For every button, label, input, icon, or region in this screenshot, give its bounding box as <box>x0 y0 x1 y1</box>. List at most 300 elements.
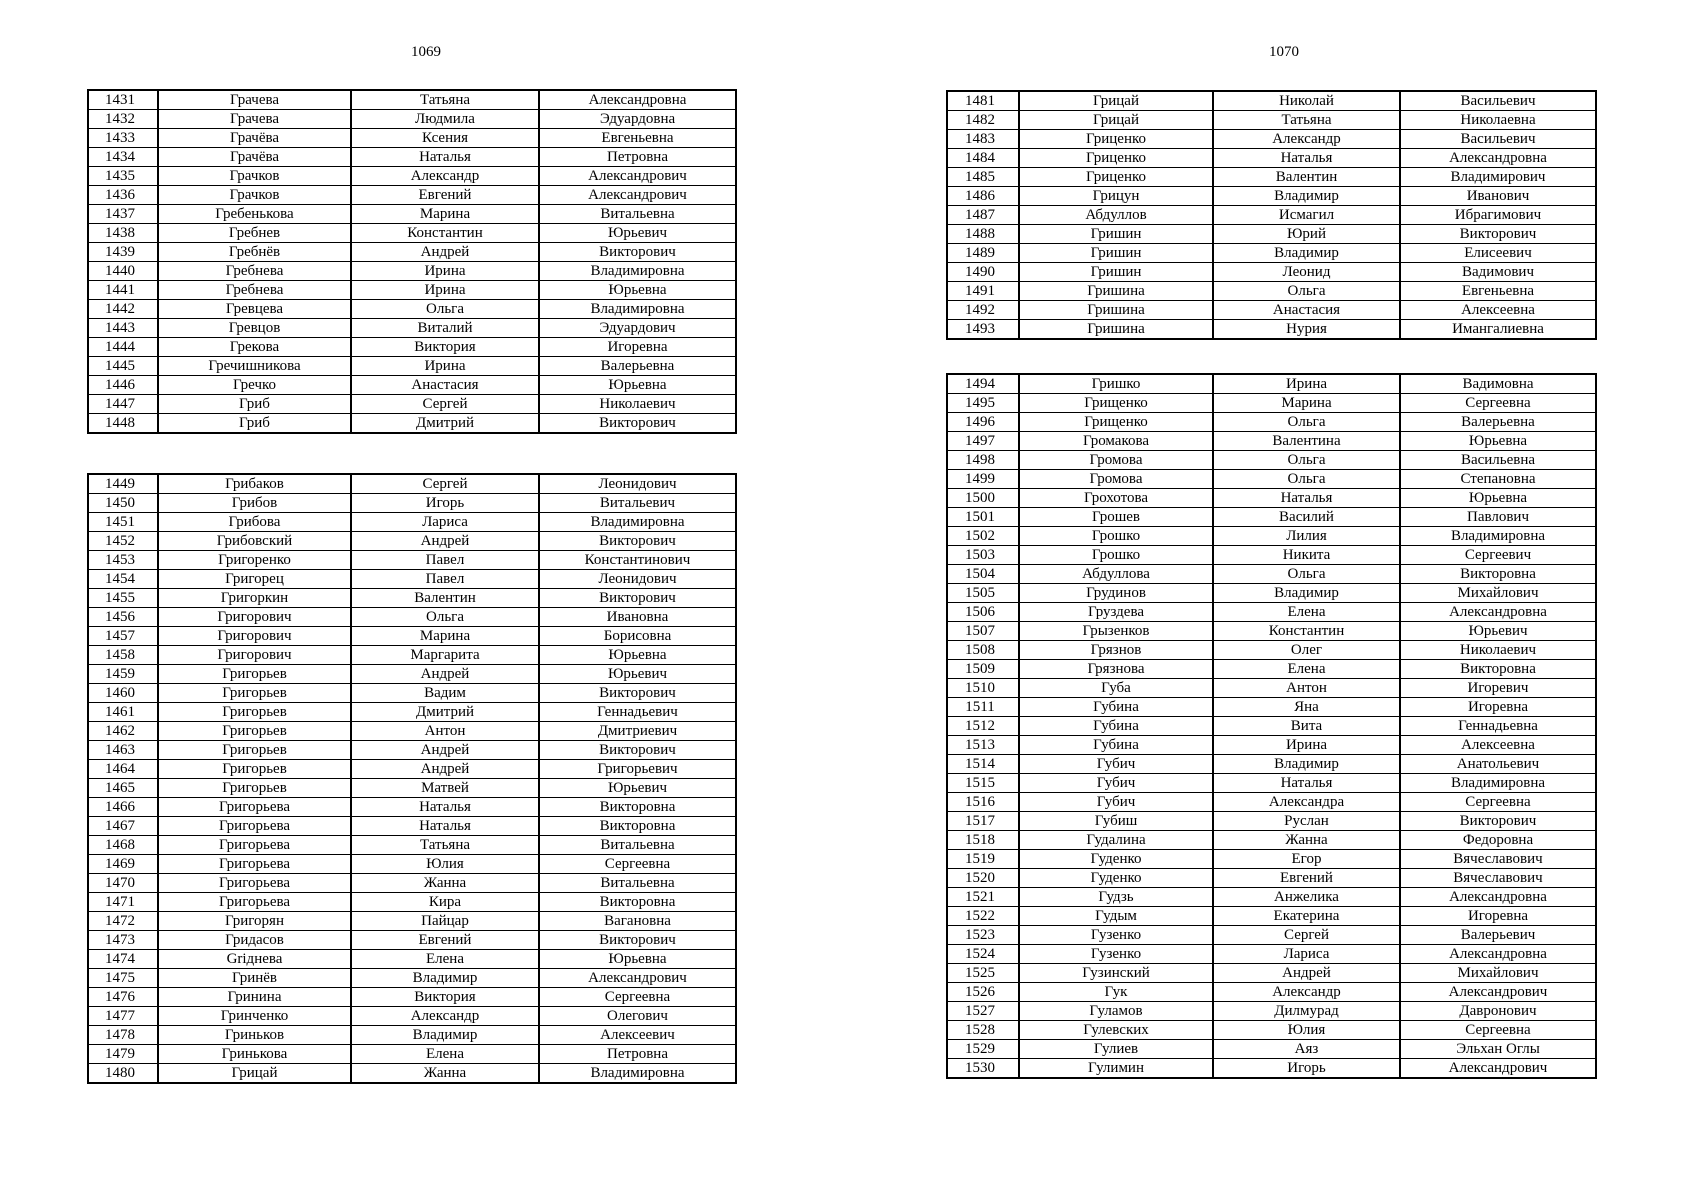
first-name-cell: Игорь <box>1213 1059 1400 1079</box>
first-name-cell: Матвей <box>351 779 539 798</box>
last-name-cell: Грищенко <box>1019 394 1213 413</box>
last-name-cell: Григорьева <box>158 836 351 855</box>
table-row <box>947 774 1596 793</box>
first-name-cell: Андрей <box>351 760 539 779</box>
table-row <box>88 703 736 722</box>
last-name-cell: Грицун <box>1019 187 1213 206</box>
last-name-cell: Гузинский <box>1019 964 1213 983</box>
patronymic-cell: Владимировна <box>1400 527 1596 546</box>
last-name-cell: Григорович <box>158 646 351 665</box>
table-row <box>88 969 736 988</box>
row-number: 1514 <box>947 755 1019 774</box>
first-name-cell: Ксения <box>351 129 539 148</box>
table-row <box>88 931 736 950</box>
row-number: 1480 <box>88 1064 158 1084</box>
row-number: 1463 <box>88 741 158 760</box>
row-number: 1466 <box>88 798 158 817</box>
row-number: 1512 <box>947 717 1019 736</box>
row-number: 1432 <box>88 110 158 129</box>
first-name-cell: Константин <box>1213 622 1400 641</box>
table-row <box>947 622 1596 641</box>
row-number: 1519 <box>947 850 1019 869</box>
first-name-cell: Виктория <box>351 338 539 357</box>
row-number: 1482 <box>947 111 1019 130</box>
last-name-cell: Гулевских <box>1019 1021 1213 1040</box>
patronymic-cell: Александровна <box>1400 603 1596 622</box>
table-row <box>88 551 736 570</box>
table-row <box>947 432 1596 451</box>
patronymic-cell: Владимировна <box>1400 774 1596 793</box>
first-name-cell: Никита <box>1213 546 1400 565</box>
last-name-cell: Грибова <box>158 513 351 532</box>
last-name-cell: Гриценко <box>1019 168 1213 187</box>
last-name-cell: Григорян <box>158 912 351 931</box>
patronymic-cell: Владимировна <box>539 1064 736 1084</box>
table-row <box>947 1002 1596 1021</box>
table-row <box>88 646 736 665</box>
last-name-cell: Грачёва <box>158 129 351 148</box>
row-number: 1520 <box>947 869 1019 888</box>
first-name-cell: Николай <box>1213 91 1400 111</box>
table-row <box>947 111 1596 130</box>
last-name-cell: Абдуллов <box>1019 206 1213 225</box>
row-number: 1505 <box>947 584 1019 603</box>
row-number: 1509 <box>947 660 1019 679</box>
table-row <box>947 831 1596 850</box>
table-row <box>88 589 736 608</box>
table-row <box>947 698 1596 717</box>
first-name-cell: Андрей <box>351 741 539 760</box>
row-number: 1528 <box>947 1021 1019 1040</box>
last-name-cell: Гук <box>1019 983 1213 1002</box>
first-name-cell: Владимир <box>1213 584 1400 603</box>
patronymic-cell: Викторовна <box>539 817 736 836</box>
row-number: 1484 <box>947 149 1019 168</box>
row-number: 1515 <box>947 774 1019 793</box>
first-name-cell: Дмитрий <box>351 414 539 434</box>
row-number: 1442 <box>88 300 158 319</box>
table-row <box>88 988 736 1007</box>
table-row <box>947 983 1596 1002</box>
last-name-cell: Губич <box>1019 755 1213 774</box>
table-row <box>947 470 1596 489</box>
last-name-cell: Громакова <box>1019 432 1213 451</box>
last-name-cell: Гуденко <box>1019 850 1213 869</box>
first-name-cell: Александр <box>351 1007 539 1026</box>
patronymic-cell: Ивановна <box>539 608 736 627</box>
table-row <box>88 319 736 338</box>
row-number: 1449 <box>88 474 158 494</box>
last-name-cell: Гузенко <box>1019 945 1213 964</box>
row-number: 1483 <box>947 130 1019 149</box>
table-row <box>947 527 1596 546</box>
patronymic-cell: Леонидович <box>539 570 736 589</box>
first-name-cell: Юлия <box>1213 1021 1400 1040</box>
patronymic-cell: Константинович <box>539 551 736 570</box>
table-row <box>947 755 1596 774</box>
first-name-cell: Василий <box>1213 508 1400 527</box>
table-row <box>88 494 736 513</box>
patronymic-cell: Алексеевна <box>1400 736 1596 755</box>
row-number: 1491 <box>947 282 1019 301</box>
patronymic-cell: Игоревна <box>1400 698 1596 717</box>
row-number: 1433 <box>88 129 158 148</box>
table-row <box>947 168 1596 187</box>
first-name-cell: Александр <box>351 167 539 186</box>
last-name-cell: Гуденко <box>1019 869 1213 888</box>
table-row <box>947 263 1596 282</box>
last-name-cell: Губа <box>1019 679 1213 698</box>
first-name-cell: Исмагил <box>1213 206 1400 225</box>
row-number: 1489 <box>947 244 1019 263</box>
row-number: 1506 <box>947 603 1019 622</box>
table-row <box>88 950 736 969</box>
table-row <box>88 300 736 319</box>
first-name-cell: Ирина <box>1213 374 1400 394</box>
last-name-cell: Григорьев <box>158 779 351 798</box>
row-number: 1455 <box>88 589 158 608</box>
row-number: 1451 <box>88 513 158 532</box>
row-number: 1461 <box>88 703 158 722</box>
table-row <box>88 532 736 551</box>
patronymic-cell: Вагановна <box>539 912 736 931</box>
last-name-cell: Гудалина <box>1019 831 1213 850</box>
first-name-cell: Кира <box>351 893 539 912</box>
table-row <box>88 1045 736 1064</box>
last-name-cell: Абдуллова <box>1019 565 1213 584</box>
row-number: 1464 <box>88 760 158 779</box>
first-name-cell: Жанна <box>1213 831 1400 850</box>
first-name-cell: Наталья <box>351 817 539 836</box>
patronymic-cell: Юрьевна <box>539 950 736 969</box>
last-name-cell: Григорьев <box>158 665 351 684</box>
patronymic-cell: Юрьевна <box>539 376 736 395</box>
row-number: 1477 <box>88 1007 158 1026</box>
patronymic-cell: Викторович <box>539 741 736 760</box>
patronymic-cell: Владимировна <box>539 513 736 532</box>
last-name-cell: Грибовский <box>158 532 351 551</box>
patronymic-cell: Степановна <box>1400 470 1596 489</box>
table-row <box>947 546 1596 565</box>
first-name-cell: Марина <box>1213 394 1400 413</box>
last-name-cell: Григорьев <box>158 760 351 779</box>
first-name-cell: Лилия <box>1213 527 1400 546</box>
patronymic-cell: Имангалиевна <box>1400 320 1596 340</box>
patronymic-cell: Леонидович <box>539 474 736 494</box>
table-row <box>947 149 1596 168</box>
row-number: 1521 <box>947 888 1019 907</box>
patronymic-cell: Сергеевна <box>1400 793 1596 812</box>
patronymic-cell: Федоровна <box>1400 831 1596 850</box>
last-name-cell: Громова <box>1019 451 1213 470</box>
first-name-cell: Ольга <box>351 300 539 319</box>
row-number: 1501 <box>947 508 1019 527</box>
last-name-cell: Губич <box>1019 774 1213 793</box>
row-number: 1517 <box>947 812 1019 831</box>
patronymic-cell: Ибрагимович <box>1400 206 1596 225</box>
table-row <box>88 836 736 855</box>
first-name-cell: Валентина <box>1213 432 1400 451</box>
row-number: 1458 <box>88 646 158 665</box>
patronymic-cell: Викторович <box>539 532 736 551</box>
last-name-cell: Гриценко <box>1019 149 1213 168</box>
patronymic-cell: Александровна <box>539 90 736 110</box>
first-name-cell: Наталья <box>1213 774 1400 793</box>
table-row <box>88 224 736 243</box>
patronymic-cell: Алексеевна <box>1400 301 1596 320</box>
patronymic-cell: Эдуардовна <box>539 110 736 129</box>
patronymic-cell: Александрович <box>539 186 736 205</box>
table-row <box>947 206 1596 225</box>
last-name-cell: Грицай <box>1019 111 1213 130</box>
row-number: 1443 <box>88 319 158 338</box>
first-name-cell: Леонид <box>1213 263 1400 282</box>
first-name-cell: Наталья <box>351 798 539 817</box>
last-name-cell: Грохотова <box>1019 489 1213 508</box>
last-name-cell: Григорьева <box>158 855 351 874</box>
last-name-cell: Гребнева <box>158 262 351 281</box>
last-name-cell: Григоркин <box>158 589 351 608</box>
last-name-cell: Гришина <box>1019 282 1213 301</box>
first-name-cell: Ольга <box>1213 282 1400 301</box>
first-name-cell: Ольга <box>1213 413 1400 432</box>
last-name-cell: Гриньков <box>158 1026 351 1045</box>
patronymic-cell: Викторович <box>1400 812 1596 831</box>
first-name-cell: Ольга <box>1213 451 1400 470</box>
first-name-cell: Юлия <box>351 855 539 874</box>
first-name-cell: Игорь <box>351 494 539 513</box>
patronymic-cell: Дмитриевич <box>539 722 736 741</box>
row-number: 1508 <box>947 641 1019 660</box>
patronymic-cell: Викторовна <box>539 893 736 912</box>
table-row <box>88 110 736 129</box>
table-row <box>88 1007 736 1026</box>
patronymic-cell: Михайлович <box>1400 584 1596 603</box>
first-name-cell: Елена <box>351 1045 539 1064</box>
last-name-cell: Грачёва <box>158 148 351 167</box>
patronymic-cell: Владимировна <box>539 262 736 281</box>
patronymic-cell: Юрьевич <box>1400 622 1596 641</box>
first-name-cell: Жанна <box>351 874 539 893</box>
patronymic-cell: Николаевич <box>1400 641 1596 660</box>
row-number: 1510 <box>947 679 1019 698</box>
last-name-cell: Григорьева <box>158 817 351 836</box>
first-name-cell: Ирина <box>351 357 539 376</box>
last-name-cell: Гребенькова <box>158 205 351 224</box>
patronymic-cell: Юрьевич <box>539 779 736 798</box>
last-name-cell: Гришин <box>1019 263 1213 282</box>
table-row <box>88 817 736 836</box>
table-row <box>947 603 1596 622</box>
row-number: 1529 <box>947 1040 1019 1059</box>
first-name-cell: Жанна <box>351 1064 539 1084</box>
table-row <box>88 262 736 281</box>
table-row <box>947 413 1596 432</box>
last-name-cell: Гулимин <box>1019 1059 1213 1079</box>
row-number: 1441 <box>88 281 158 300</box>
last-name-cell: Гречишникова <box>158 357 351 376</box>
last-name-cell: Грошко <box>1019 527 1213 546</box>
row-number: 1479 <box>88 1045 158 1064</box>
table-row <box>947 869 1596 888</box>
last-name-cell: Гребнева <box>158 281 351 300</box>
patronymic-cell: Иванович <box>1400 187 1596 206</box>
patronymic-cell: Николаевич <box>539 395 736 414</box>
first-name-cell: Руслан <box>1213 812 1400 831</box>
patronymic-cell: Викторович <box>1400 225 1596 244</box>
row-number: 1523 <box>947 926 1019 945</box>
first-name-cell: Андрей <box>351 665 539 684</box>
last-name-cell: Губич <box>1019 793 1213 812</box>
patronymic-cell: Борисовна <box>539 627 736 646</box>
names-table-left-top <box>87 89 737 434</box>
row-number: 1453 <box>88 551 158 570</box>
first-name-cell: Аяз <box>1213 1040 1400 1059</box>
patronymic-cell: Сергеевич <box>1400 546 1596 565</box>
table-row <box>88 741 736 760</box>
patronymic-cell: Витальевна <box>539 836 736 855</box>
first-name-cell: Елена <box>351 950 539 969</box>
patronymic-cell: Александровна <box>1400 945 1596 964</box>
row-number: 1490 <box>947 263 1019 282</box>
table-row <box>88 414 736 434</box>
patronymic-cell: Геннадьевич <box>539 703 736 722</box>
patronymic-cell: Витальевна <box>539 205 736 224</box>
last-name-cell: Губина <box>1019 698 1213 717</box>
table-row <box>947 660 1596 679</box>
last-name-cell: Гриценко <box>1019 130 1213 149</box>
table-row <box>88 395 736 414</box>
row-number: 1487 <box>947 206 1019 225</box>
patronymic-cell: Алексеевич <box>539 1026 736 1045</box>
last-name-cell: Григоренко <box>158 551 351 570</box>
first-name-cell: Людмила <box>351 110 539 129</box>
table-row <box>88 167 736 186</box>
patronymic-cell: Викторовна <box>1400 565 1596 584</box>
table-row <box>947 1040 1596 1059</box>
patronymic-cell: Давронович <box>1400 1002 1596 1021</box>
row-number: 1502 <box>947 527 1019 546</box>
table-row <box>947 1021 1596 1040</box>
table-row <box>88 243 736 262</box>
row-number: 1436 <box>88 186 158 205</box>
patronymic-cell: Николаевна <box>1400 111 1596 130</box>
table-row <box>88 684 736 703</box>
patronymic-cell: Григорьевич <box>539 760 736 779</box>
table-row <box>947 717 1596 736</box>
last-name-cell: Гребнев <box>158 224 351 243</box>
row-number: 1460 <box>88 684 158 703</box>
row-number: 1440 <box>88 262 158 281</box>
first-name-cell: Виктория <box>351 988 539 1007</box>
first-name-cell: Екатерина <box>1213 907 1400 926</box>
last-name-cell: Грызенков <box>1019 622 1213 641</box>
table-row <box>88 722 736 741</box>
patronymic-cell: Викторович <box>539 931 736 950</box>
first-name-cell: Владимир <box>351 969 539 988</box>
table-row <box>947 907 1596 926</box>
row-number: 1494 <box>947 374 1019 394</box>
first-name-cell: Пайцар <box>351 912 539 931</box>
first-name-cell: Наталья <box>1213 489 1400 508</box>
patronymic-cell: Юрьевна <box>539 281 736 300</box>
first-name-cell: Юрий <box>1213 225 1400 244</box>
last-name-cell: Григорьева <box>158 893 351 912</box>
row-number: 1527 <box>947 1002 1019 1021</box>
row-number: 1473 <box>88 931 158 950</box>
table-row <box>947 793 1596 812</box>
patronymic-cell: Юрьевна <box>539 646 736 665</box>
table-row <box>947 888 1596 907</box>
first-name-cell: Марина <box>351 627 539 646</box>
last-name-cell: Гриб <box>158 395 351 414</box>
first-name-cell: Ирина <box>1213 736 1400 755</box>
patronymic-cell: Валерьевна <box>539 357 736 376</box>
last-name-cell: Грошев <box>1019 508 1213 527</box>
first-name-cell: Евгений <box>351 931 539 950</box>
first-name-cell: Олег <box>1213 641 1400 660</box>
patronymic-cell: Витальевич <box>539 494 736 513</box>
last-name-cell: Гузенко <box>1019 926 1213 945</box>
row-number: 1499 <box>947 470 1019 489</box>
patronymic-cell: Васильевна <box>1400 451 1596 470</box>
first-name-cell: Константин <box>351 224 539 243</box>
table-row <box>88 357 736 376</box>
table-row <box>88 148 736 167</box>
last-name-cell: Griднева <box>158 950 351 969</box>
first-name-cell: Анастасия <box>351 376 539 395</box>
last-name-cell: Грязнов <box>1019 641 1213 660</box>
first-name-cell: Татьяна <box>351 90 539 110</box>
last-name-cell: Гревцов <box>158 319 351 338</box>
first-name-cell: Андрей <box>1213 964 1400 983</box>
row-number: 1476 <box>88 988 158 1007</box>
row-number: 1444 <box>88 338 158 357</box>
first-name-cell: Ольга <box>351 608 539 627</box>
patronymic-cell: Викторович <box>539 243 736 262</box>
patronymic-cell: Викторович <box>539 684 736 703</box>
last-name-cell: Грицай <box>158 1064 351 1084</box>
patronymic-cell: Юрьевич <box>539 665 736 684</box>
table-row <box>88 281 736 300</box>
row-number: 1456 <box>88 608 158 627</box>
patronymic-cell: Викторовна <box>539 798 736 817</box>
row-number: 1513 <box>947 736 1019 755</box>
row-number: 1474 <box>88 950 158 969</box>
first-name-cell: Владимир <box>1213 244 1400 263</box>
row-number: 1516 <box>947 793 1019 812</box>
table-row <box>88 338 736 357</box>
patronymic-cell: Вадимович <box>1400 263 1596 282</box>
patronymic-cell: Александрович <box>1400 983 1596 1002</box>
row-number: 1447 <box>88 395 158 414</box>
first-name-cell: Ирина <box>351 262 539 281</box>
last-name-cell: Гулиев <box>1019 1040 1213 1059</box>
first-name-cell: Вита <box>1213 717 1400 736</box>
patronymic-cell: Витальевна <box>539 874 736 893</box>
first-name-cell: Анжелика <box>1213 888 1400 907</box>
first-name-cell: Андрей <box>351 243 539 262</box>
first-name-cell: Сергей <box>351 474 539 494</box>
last-name-cell: Гречко <box>158 376 351 395</box>
row-number: 1454 <box>88 570 158 589</box>
first-name-cell: Нурия <box>1213 320 1400 340</box>
table-row <box>947 679 1596 698</box>
row-number: 1434 <box>88 148 158 167</box>
patronymic-cell: Владимирович <box>1400 168 1596 187</box>
row-number: 1530 <box>947 1059 1019 1079</box>
patronymic-cell: Владимировна <box>539 300 736 319</box>
